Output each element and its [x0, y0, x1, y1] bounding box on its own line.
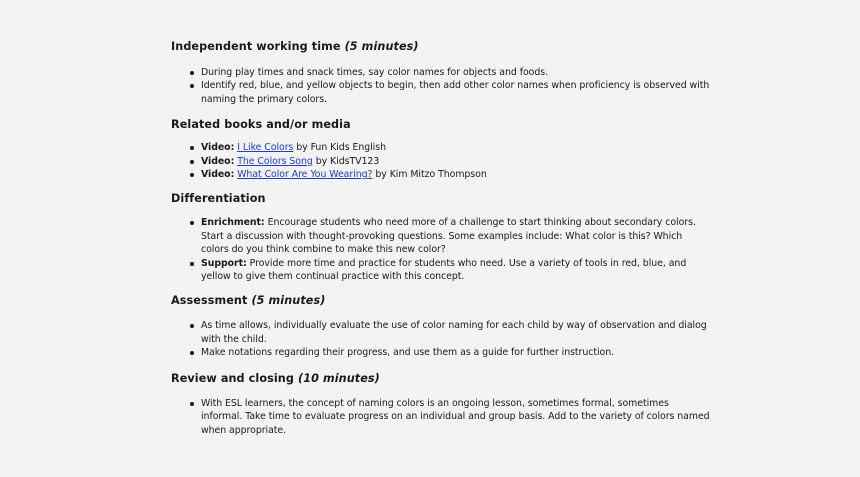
section-heading: Differentiation [171, 192, 266, 206]
bullet-list [171, 66, 711, 106]
section-heading [171, 292, 711, 309]
list-item: During play times and snack times, say color names for objects and foods. [171, 66, 711, 79]
bullet-list [171, 216, 711, 283]
list-item: Make notations regarding their progress, and use them as a guide for further instruction. [171, 346, 711, 359]
heading-text: Independent working time [171, 40, 345, 53]
item-prefix: Support: [201, 257, 247, 269]
item-text: Provide more time and practice for students who need. Use a variety of tools in red, blue, and yellow to give them continual practice with this concept. [201, 257, 687, 283]
section-independent-working-time [171, 38, 711, 106]
section-assessment [171, 292, 711, 359]
item-prefix: Enrichment: [201, 217, 265, 229]
list-item: With ESL learners, the concept of naming colors is an ongoing lesson, sometimes formal, sometimes informal. Take time to evaluate progress on an individual and group basis. Add to the variety of colors named when appropriate. [171, 397, 711, 437]
video-link-i-like-colors[interactable]: I Like Colors [237, 142, 294, 154]
bullet-list [171, 141, 711, 181]
section-heading [171, 370, 711, 387]
list-item [171, 257, 711, 284]
list-item [171, 168, 711, 181]
section-heading: Related books and/or media [171, 118, 351, 132]
bullet-list [171, 397, 711, 437]
section-related-media [171, 116, 711, 181]
section-heading [171, 38, 711, 55]
video-link-the-colors-song[interactable]: The Colors Song [237, 155, 313, 167]
item-suffix: by Fun Kids English [293, 142, 386, 154]
section-differentiation [171, 190, 711, 283]
list-item: As time allows, individually evaluate the use of color naming for each child by way of observation and dialog with the child. [171, 319, 711, 346]
list-item: Identify red, blue, and yellow objects to begin, then add other color names when proficiency is observed with naming the primary colors. [171, 79, 711, 106]
item-suffix: by KidsTV123 [312, 155, 380, 167]
heading-text: Review and closing [171, 371, 298, 385]
heading-duration: (10 minutes) [297, 371, 380, 385]
section-review-closing [171, 370, 711, 437]
item-text: Encourage students who need more of a challenge to start thinking about secondary colors. Start a discussion with thought-provoking questions. Some examples include: What color is this? Which colors do you think combine to make this new color? [201, 217, 696, 256]
heading-duration: (5 minutes) [344, 40, 419, 53]
item-prefix: Video: [201, 169, 235, 181]
item-suffix: by Kim Mitzo Thompson [372, 169, 487, 181]
lesson-document [171, 38, 711, 437]
item-prefix: Video: [201, 142, 235, 154]
bullet-list [171, 319, 711, 359]
heading-text: Assessment [171, 294, 252, 308]
video-link-what-color-are-you-wearing[interactable]: What Color Are You Wearing? [237, 169, 373, 181]
list-item [171, 141, 711, 154]
list-item [171, 155, 711, 168]
list-item [171, 216, 711, 256]
heading-duration: (5 minutes) [251, 294, 326, 308]
item-prefix: Video: [201, 155, 235, 167]
